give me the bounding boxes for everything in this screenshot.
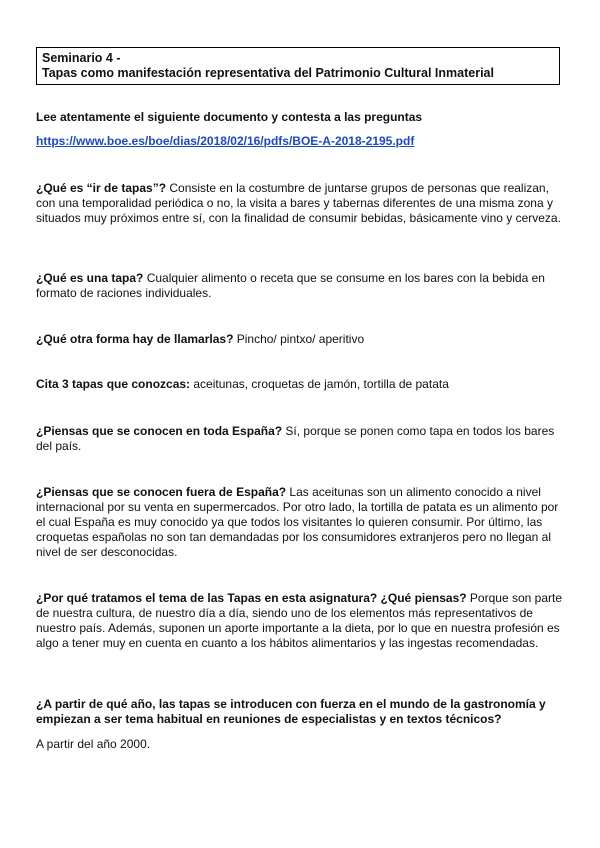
qa-otra-forma — [36, 332, 564, 347]
answer: Cualquier alimento o receta que se consume en los bares con la bebida en formato de raciones individuales. — [36, 271, 545, 300]
answer: Sí, porque se ponen como tapa en todos los bares del país. — [36, 424, 555, 453]
question: ¿Qué es “ir de tapas”? — [36, 181, 167, 195]
title-line-2: Tapas como manifestación representativa del Patrimonio Cultural Inmaterial — [42, 66, 494, 80]
qa-que-es-tapa — [36, 271, 564, 301]
boe-document-link[interactable]: https://www.boe.es/boe/dias/2018/02/16/pdfs/BOE-A-2018-2195.pdf — [36, 134, 415, 148]
answer: aceitunas, croquetas de jamón, tortilla de patata — [190, 377, 449, 391]
question: ¿Por qué tratamos el tema de las Tapas en esta asignatura? ¿Qué piensas? — [36, 591, 467, 605]
final-answer: A partir del año 2000. — [36, 737, 151, 751]
qa-toda-espana — [36, 424, 564, 454]
question: ¿Qué otra forma hay de llamarlas? — [36, 332, 234, 346]
final-question: ¿A partir de qué año, las tapas se introducen con fuerza en el mundo de la gastronomía y empiezan a ser tema habitual en reuniones de especialistas y en textos técnicos? — [36, 697, 546, 726]
answer: Porque son parte de nuestra cultura, de nuestro día a día, siendo uno de los elementos más representativos de nuestro país. Además, suponen un aporte importante a la dieta, por lo que en nuestra profesión es algo a tener muy en cuenta en cuanto a los hábitos alimentarios y las ingestas recomendadas. — [36, 591, 562, 650]
answer: Las aceitunas son un alimento conocido a nivel internacional por su venta en supermercados. Por otro lado, la tortilla de patata es un alimento por el cual España es muy conocido ya que todos los visitantes lo quieren consumir. Por último, las croquetas españolas no son tan demandadas por los consumidores extranjeros pero no llegan al nivel de ser desconocidas. — [36, 485, 559, 559]
qa-ir-de-tapas — [36, 181, 564, 226]
title-line-1: Seminario 4 - — [42, 51, 121, 65]
question: ¿Qué es una tapa? — [36, 271, 144, 285]
qa-fuera-espana — [36, 485, 564, 560]
question: Cita 3 tapas que conozcas: — [36, 377, 191, 391]
question: ¿Piensas que se conocen en toda España? — [36, 424, 283, 438]
answer: Pincho/ pintxo/ aperitivo — [233, 332, 365, 346]
question: ¿Piensas que se conocen fuera de España? — [36, 485, 287, 499]
answer: Consiste en la costumbre de juntarse grupos de personas que realizan, con una temporalidad periódica o no, la visita a bares y tabernas diferentes de una misma zona y situados muy próximos entre sí, con la finalidad de consumir bebidas, básicamente vino y cerveza. — [36, 181, 561, 225]
instructions: Lee atentamente el siguiente documento y contesta a las preguntas — [36, 110, 423, 124]
qa-asignatura — [36, 591, 564, 651]
title-box — [36, 47, 560, 85]
qa-cita-tapas — [36, 377, 564, 392]
